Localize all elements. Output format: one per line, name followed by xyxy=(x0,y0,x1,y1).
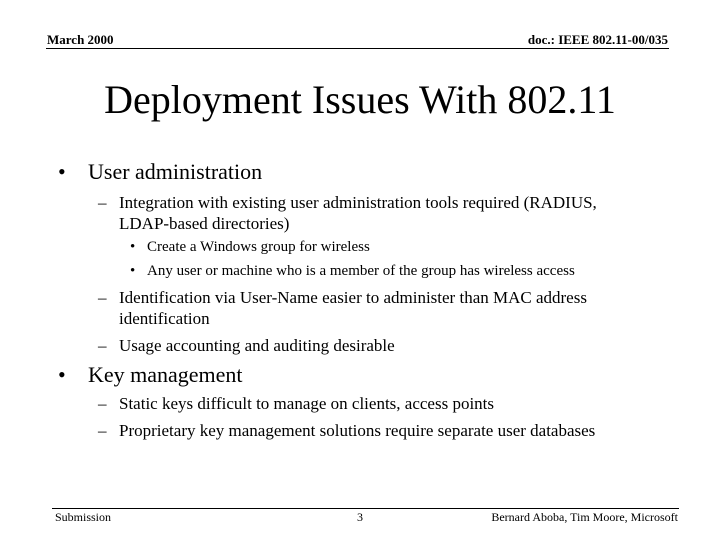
sub-bullet-proprietary-key xyxy=(98,420,639,441)
header-date: March 2000 xyxy=(47,32,114,47)
sub-bullet-static-keys xyxy=(98,393,639,414)
bullet-icon: • xyxy=(58,159,66,184)
page-number: 3 xyxy=(357,510,363,524)
sub-bullet-text: Proprietary key management solutions require separate user databases xyxy=(119,421,596,440)
sub-bullet-text: Static keys difficult to manage on clients, access points xyxy=(119,394,495,413)
sub-bullet-text: Identification via User-Name easier to administer than MAC address identification xyxy=(119,288,587,328)
dash-icon: – xyxy=(98,421,107,440)
dash-icon: – xyxy=(98,193,107,212)
sub-sub-bullet-windows-group xyxy=(130,238,370,256)
sub-sub-bullet-text: Any user or machine who is a member of the group has wireless access xyxy=(147,263,575,279)
dash-icon: – xyxy=(98,336,107,355)
sub-sub-bullet-text: Create a Windows group for wireless xyxy=(147,239,370,255)
bullet-text: Key management xyxy=(88,362,243,387)
sub-bullet-text: Integration with existing user administration tools required (RADIUS, LDAP-based directories) xyxy=(119,193,597,233)
bullet-icon: • xyxy=(58,362,66,387)
header-divider xyxy=(46,48,669,49)
bullet-key-management xyxy=(58,362,243,387)
sub-bullet-usage-accounting xyxy=(98,335,639,356)
bullet-text: User administration xyxy=(88,159,263,184)
dash-icon: – xyxy=(98,394,107,413)
bullet-user-administration xyxy=(58,159,263,184)
header-doc-id: doc.: IEEE 802.11-00/035 xyxy=(527,32,668,47)
sub-sub-bullet-group-member xyxy=(130,262,575,280)
sub-bullet-text: Usage accounting and auditing desirable xyxy=(119,336,395,355)
footer-divider xyxy=(52,508,679,509)
sub-bullet-identification xyxy=(98,287,639,329)
bullet-icon: • xyxy=(130,239,136,255)
footer-authors: Bernard Aboba, Tim Moore, Microsoft xyxy=(491,510,678,524)
footer-submission: Submission xyxy=(55,510,112,524)
sub-bullet-integration xyxy=(98,192,639,234)
bullet-icon: • xyxy=(130,263,136,279)
slide-title: Deployment Issues With 802.11 xyxy=(104,77,616,122)
dash-icon: – xyxy=(98,288,107,307)
